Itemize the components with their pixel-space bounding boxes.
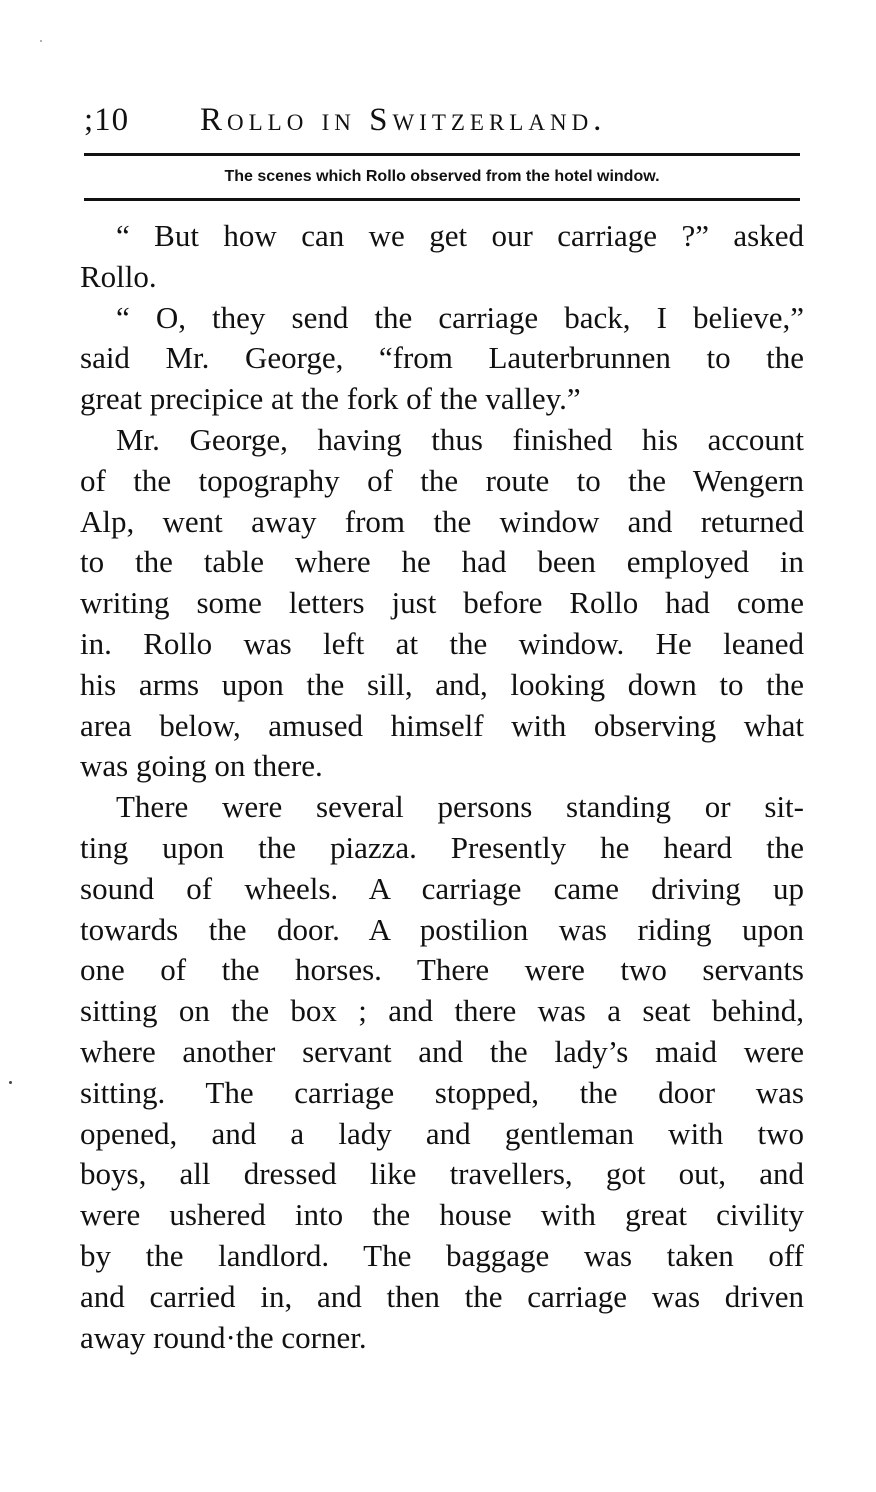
text-line: Rollo. [80, 258, 157, 294]
text-line: “ But how can we get our carriage ?” asked [116, 218, 804, 253]
scan-speck [9, 1081, 12, 1084]
text-line: Alp, went away from the window and returned [80, 503, 804, 539]
text-line: sound of wheels. A carriage came driving up [80, 870, 804, 906]
running-head [84, 98, 804, 142]
page-caption: The scenes which Rollo observed from the hotel window. [224, 168, 660, 185]
text-line: to the table where he had been employed in [80, 544, 804, 580]
text-line: area below, amused himself with observing what [80, 707, 804, 743]
text-line: towards the door. A postilion was riding upon [80, 911, 804, 947]
body-text [80, 216, 804, 1358]
text-line: were ushered into the house with great civility [80, 1197, 804, 1233]
text-line: and carried in, and then the carriage was driven [80, 1278, 804, 1314]
text-line: by the landlord. The baggage was taken off [80, 1237, 804, 1273]
text-line: opened, and a lady and gentleman with two [80, 1115, 804, 1151]
text-line: great precipice at the fork of the valley.” [80, 381, 581, 417]
text-line: sitting on the box ; and there was a seat behind, [80, 993, 804, 1029]
text-line: “ O, they send the carriage back, I believe,” [116, 299, 804, 335]
text-line: There were several persons standing or sit- [116, 789, 804, 825]
text-line: ting upon the piazza. Presently he heard the [80, 829, 804, 865]
text-line: of the topography of the route to the Wengern [80, 462, 804, 498]
page-number: ;10 [84, 102, 130, 138]
text-line: was going on there. [80, 748, 323, 784]
text-line: away round·the corner. [80, 1319, 367, 1355]
text-line: said Mr. George, “from Lauterbrunnen to the [80, 340, 804, 376]
text-line: his arms upon the sill, and, looking down to the [80, 666, 804, 702]
text-line: where another servant and the lady’s maid were [80, 1033, 804, 1069]
text-line: one of the horses. There were two servants [80, 952, 804, 988]
text-line: in. Rollo was left at the window. He leaned [80, 625, 804, 661]
scan-speck [40, 40, 42, 42]
header-rule-top [84, 153, 800, 156]
text-line: writing some letters just before Rollo had come [80, 585, 804, 621]
text-line: Mr. George, having thus finished his account [116, 421, 804, 457]
text-line: boys, all dressed like travellers, got out, and [80, 1156, 804, 1192]
header-rule-bottom [84, 198, 800, 201]
text-line: sitting. The carriage stopped, the door was [80, 1074, 804, 1110]
book-title: Rollo in Switzerland. [200, 102, 607, 138]
